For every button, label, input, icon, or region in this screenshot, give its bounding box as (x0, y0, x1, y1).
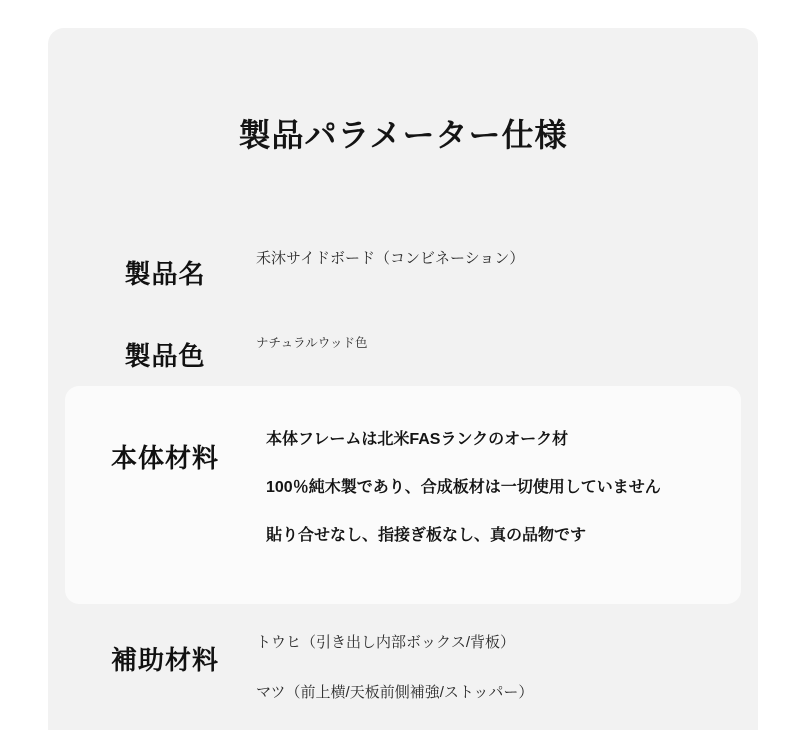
spec-values-product-color (256, 336, 726, 351)
spec-label-product-color: 製品色 (124, 341, 206, 371)
page-title: 製品パラメーター仕様 (238, 117, 568, 153)
spec-value: マツ（前上横/天板前側補強/ストッパー） (256, 684, 534, 701)
spec-label-product-name: 製品名 (124, 259, 206, 289)
spec-value: 100％純木製であり、合成板材は一切使用していません (266, 479, 661, 497)
spec-value: トウヒ（引き出し内部ボックス/背板） (256, 634, 516, 651)
spec-label-body-material: 本体材料 (110, 443, 219, 473)
spec-value: ナチュラルウッド色 (256, 336, 368, 350)
spec-values-auxiliary-material (256, 634, 726, 702)
spec-label-auxiliary-material: 補助材料 (110, 645, 219, 675)
spec-panel (48, 28, 758, 730)
spec-value: 貼り合せなし、指接ぎ板なし、真の品物です (266, 527, 587, 545)
spec-value: 本体フレームは北米FASランクのオーク材 (266, 431, 569, 448)
spec-values-body-material (266, 430, 736, 546)
spec-value: 禾沐サイドボード（コンビネーション） (256, 250, 525, 267)
spec-values-product-name (256, 250, 726, 268)
